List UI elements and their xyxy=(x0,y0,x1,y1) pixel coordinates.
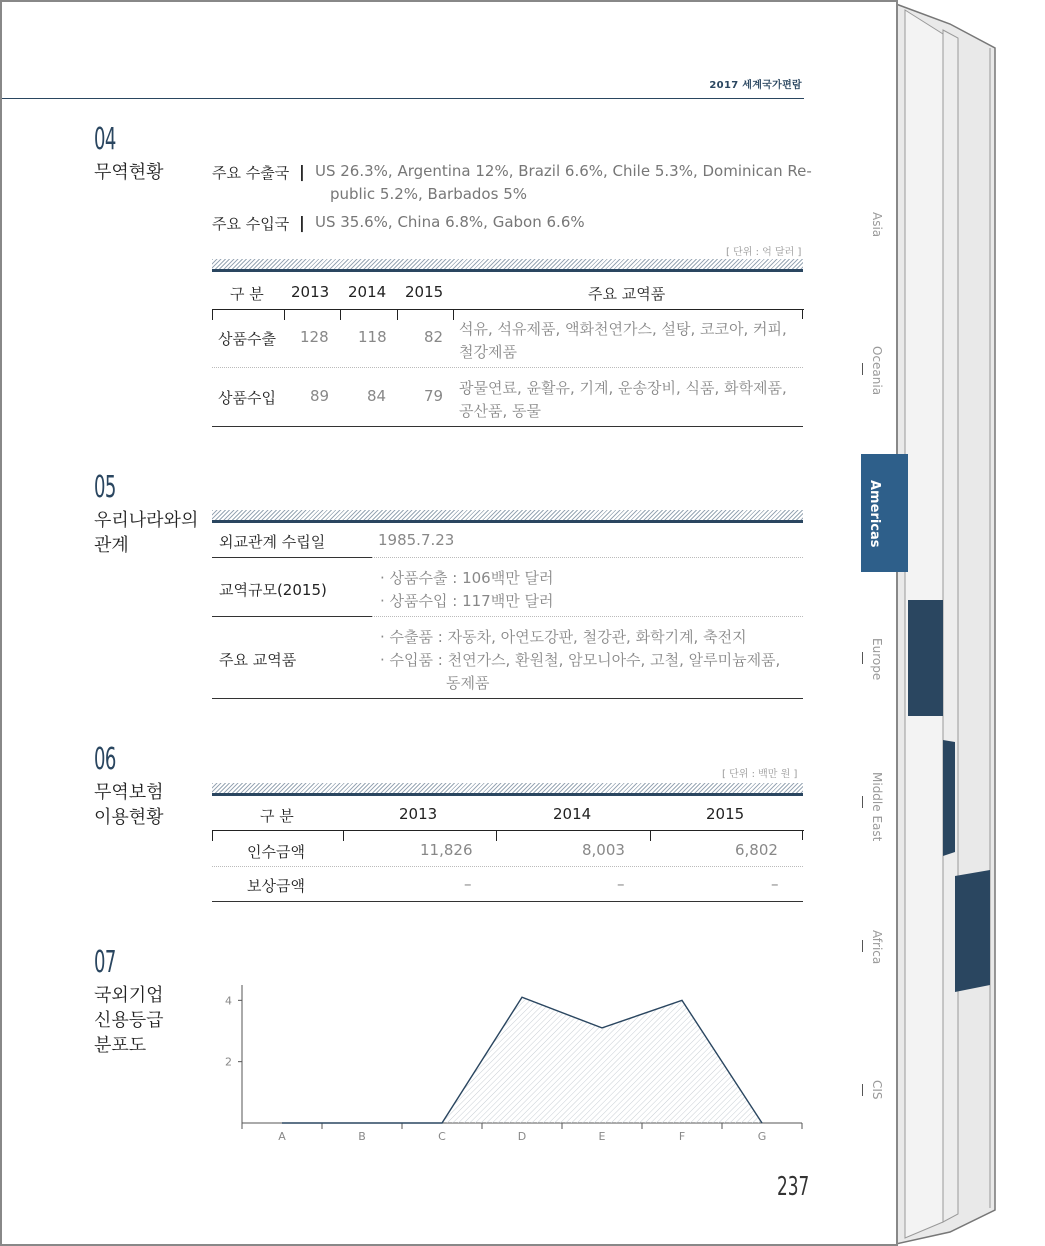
header-bracket xyxy=(496,830,651,841)
relations-table-top-rule xyxy=(212,510,803,523)
row-value: 1985.7.23 xyxy=(378,531,455,549)
section-07-title-line3: 분포도 xyxy=(94,1035,147,1056)
header-bracket xyxy=(397,309,454,320)
header-rule xyxy=(2,98,804,99)
table-bottom-rule xyxy=(212,901,803,902)
value-2014: 118 xyxy=(358,328,387,346)
x-tick-label: E xyxy=(598,1130,606,1143)
side-tab-europe[interactable]: Europe xyxy=(870,638,884,681)
value-2013: 11,826 xyxy=(420,841,473,859)
label-underline xyxy=(212,557,372,558)
section-04-title: 무역현황 xyxy=(94,162,164,183)
value-2014: 84 xyxy=(367,387,387,405)
value-2015: 6,802 xyxy=(735,841,778,859)
row-label: 보상금액 xyxy=(247,877,305,895)
tab-tick xyxy=(862,940,863,952)
series-area xyxy=(282,997,762,1123)
trade-header-category: 구 분 xyxy=(230,285,264,303)
table-bottom-rule xyxy=(212,698,803,699)
row-divider xyxy=(212,367,803,368)
section-05-title-line2: 관계 xyxy=(94,535,129,556)
y-tick-label: 2 xyxy=(225,1055,232,1069)
side-tab-americas[interactable]: Americas xyxy=(867,480,882,548)
value-2014: – xyxy=(617,875,625,893)
insurance-header-category: 구 분 xyxy=(260,807,294,825)
header-bracket-end xyxy=(802,830,803,840)
value-2015: – xyxy=(771,875,779,893)
items-line1: 석유, 석유제품, 액화천연가스, 설탕, 코코아, 커피, xyxy=(459,320,787,338)
value-2014: 8,003 xyxy=(582,841,625,859)
row-divider xyxy=(372,557,803,558)
value-2013: – xyxy=(464,875,472,893)
side-tab-middle-east[interactable]: Middle East xyxy=(870,772,884,842)
tab-tick xyxy=(862,1084,863,1096)
side-tab-oceania[interactable]: Oceania xyxy=(870,346,884,396)
insurance-table-unit: [ 단위 : 백만 원 ] xyxy=(722,769,798,780)
row-label: 주요 교역품 xyxy=(219,651,297,669)
x-tick-label: D xyxy=(517,1130,527,1143)
x-tick-label: B xyxy=(358,1130,366,1143)
header-bracket xyxy=(212,309,285,320)
row-value-line2: · 수입품 : 천연가스, 환원철, 암모니아수, 고철, 알루미늄제품, xyxy=(380,651,781,669)
header-bracket xyxy=(212,830,344,841)
import-partners-value: US 35.6%, China 6.8%, Gabon 6.6% xyxy=(315,213,585,231)
trade-table-top-rule xyxy=(212,259,803,272)
row-label: 인수금액 xyxy=(247,843,305,861)
section-06-number: 06 xyxy=(94,742,116,777)
insurance-table-top-rule xyxy=(212,783,803,796)
items-line1: 광물연료, 윤활유, 기계, 운송장비, 식품, 화학제품, xyxy=(459,379,787,397)
section-05-number: 05 xyxy=(94,470,116,505)
items-line2: 철강제품 xyxy=(459,343,517,361)
trade-table-unit: [ 단위 : 억 달러 ] xyxy=(726,247,802,258)
value-2015: 79 xyxy=(424,387,444,405)
header-bracket xyxy=(650,830,804,841)
x-tick-label: G xyxy=(757,1130,767,1143)
x-tick-label: C xyxy=(438,1130,446,1143)
separator-bar: | xyxy=(299,213,305,232)
side-tab-asia[interactable]: Asia xyxy=(870,212,884,238)
tab-tick xyxy=(862,652,863,664)
row-label: 교역규모(2015) xyxy=(219,581,327,599)
trade-header-items: 주요 교역품 xyxy=(588,285,666,303)
separator-bar: | xyxy=(299,162,305,181)
import-partners-label: 주요 수입국 xyxy=(212,215,290,233)
export-partners-line1: US 26.3%, Argentina 12%, Brazil 6.6%, Chile 5.3%, Dominican Re- xyxy=(315,162,812,180)
export-partners-line2: public 5.2%, Barbados 5% xyxy=(330,185,527,203)
insurance-header-2014: 2014 xyxy=(553,805,592,823)
trade-header-2014: 2014 xyxy=(348,283,387,301)
row-label: 외교관계 수립일 xyxy=(219,533,326,551)
x-tick-label: F xyxy=(678,1130,686,1143)
insurance-header-2015: 2015 xyxy=(706,805,745,823)
section-06-title-line1: 무역보험 xyxy=(94,782,164,803)
credit-rating-chart xyxy=(210,975,810,1150)
trade-header-2013: 2013 xyxy=(291,283,330,301)
section-07-title-line1: 국외기업 xyxy=(94,985,164,1006)
section-07-number: 07 xyxy=(94,945,116,980)
row-label: 상품수입 xyxy=(218,389,276,407)
insurance-header-2013: 2013 xyxy=(399,805,438,823)
value-2013: 128 xyxy=(300,328,329,346)
x-tick-label: A xyxy=(278,1130,286,1143)
tab-tick xyxy=(862,363,863,375)
header-bracket xyxy=(343,830,497,841)
trade-header-2015: 2015 xyxy=(405,283,444,301)
section-06-title-line2: 이용현황 xyxy=(94,807,164,828)
side-tab-africa[interactable]: Africa xyxy=(870,930,884,965)
row-divider xyxy=(212,866,803,867)
tab-tick xyxy=(862,796,863,808)
items-line2: 공산품, 동물 xyxy=(459,402,541,420)
y-tick-label: 4 xyxy=(225,994,232,1008)
section-07-title-line2: 신용등급 xyxy=(94,1010,164,1031)
row-divider xyxy=(372,616,803,617)
side-tab-cis[interactable]: CIS xyxy=(870,1080,884,1100)
row-value-line1: · 수출품 : 자동차, 아연도강판, 철강관, 화학기계, 축전지 xyxy=(380,628,747,646)
value-2013: 89 xyxy=(310,387,330,405)
label-underline xyxy=(212,616,372,617)
section-05-title-line1: 우리나라와의 xyxy=(94,510,199,531)
row-value-line3: 동제품 xyxy=(446,674,490,692)
header-bracket xyxy=(340,309,398,320)
table-bottom-rule xyxy=(212,426,803,427)
page-number: 237 xyxy=(777,1172,810,1202)
row-value-line1: · 상품수출 : 106백만 달러 xyxy=(380,569,554,587)
running-header: 2017 세계국가편람 xyxy=(709,80,802,91)
header-bracket xyxy=(284,309,341,320)
value-2015: 82 xyxy=(424,328,444,346)
export-partners-label: 주요 수출국 xyxy=(212,164,290,182)
section-04-number: 04 xyxy=(94,122,116,157)
header-bracket-end xyxy=(802,309,803,319)
row-value-line2: · 상품수입 : 117백만 달러 xyxy=(380,592,554,610)
row-label: 상품수출 xyxy=(218,330,276,348)
